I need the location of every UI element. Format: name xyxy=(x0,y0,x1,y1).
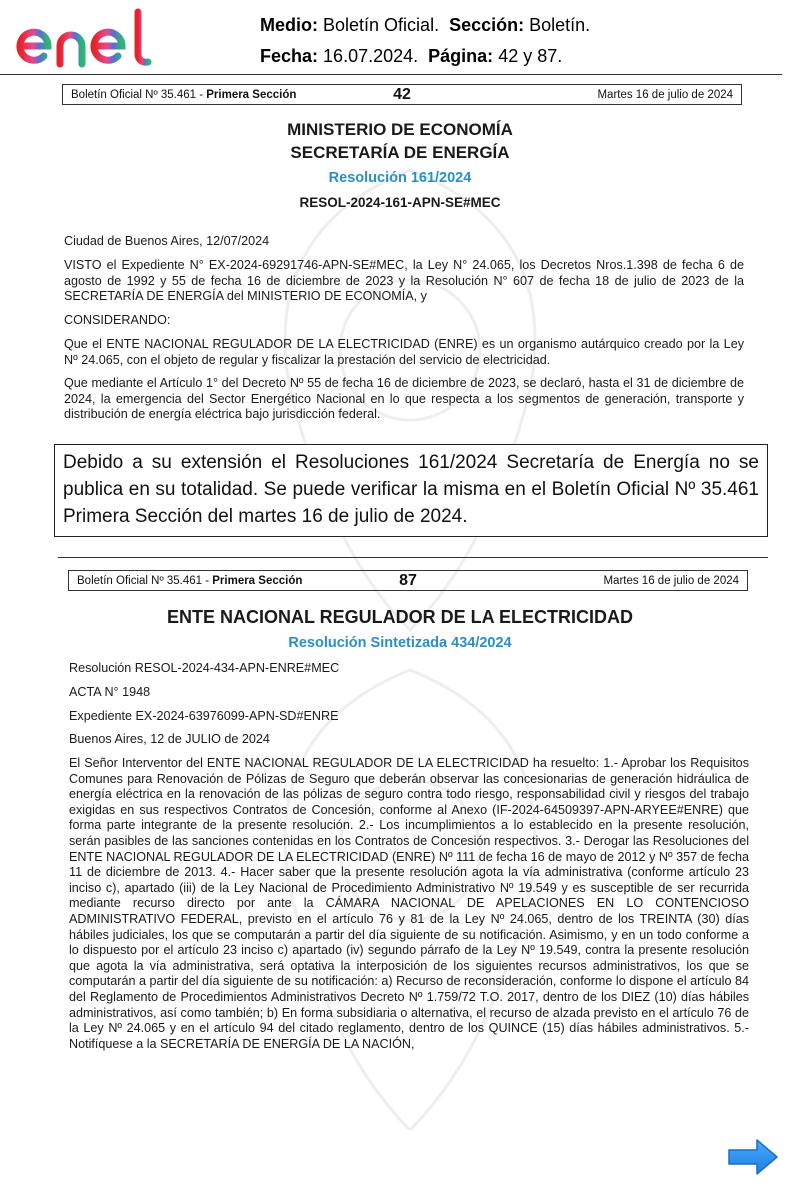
page-number: 42 xyxy=(393,85,411,103)
resolution-line: Resolución RESOL-2024-434-APN-ENRE#MEC xyxy=(69,661,340,675)
page-number: 87 xyxy=(399,571,417,589)
right-arrow-icon[interactable] xyxy=(727,1138,779,1176)
considerando-heading: CONSIDERANDO: xyxy=(64,313,171,327)
resolution-body: El Señor Interventor del ENTE NACIONAL REGULADOR DE LA ELECTRICIDAD ha resuelto: 1.- Aprobar los Requisitos Comunes para Renovación de Pólizas de Seguro que deberán observar las concesionarias de generación hidráulica de energía eléctrica en la renovación de las pólizas de seguro contra todo riesgo, responsabilidad civil y riesgos del trabajo exigidas en sus respectivos Contratos de Concesión, conforme al Anexo (IF-2024-64509397-APN-ARYEE#ENRE) que forma parte integrante de la presente resolución. 2.- Los incumplimientos a lo establecido en la presente resolución, serán pasibles de las sanciones contenidas en los Contratos de Concesión respectivos. 3.- Derogar las Resoluciones del ENTE NACIONAL REGULADOR DE LA ELECTRICIDAD (ENRE) Nº 111 de fecha 16 de mayo de 2012 y Nº 357 de fecha 11 de diciembre de 2013. 4.- Hacer saber que la presente resolución agota la vía administrativa (conforme artículo 23 inciso c), apartado (iii) de la Ley Nacional de Procedimiento Administrativo Nº 19.549 y es susceptible de ser recurrida mediante recurso directo por ante la CÁMARA NACIONAL DE APELACIONES EN LO CONTENCIOSO ADMINISTRATIVO FEDERAL, previsto en el artículo 76 y 81 de la Ley Nº 24.065, dentro de los TREINTA (30) días hábiles judiciales, los que se computarán a partir del día siguiente de su notificación. Asimismo, y en un todo conforme a lo dispuesto por el artículo 23 inciso c) apartado (iv) segundo párrafo de la Ley Nº 19.549, contra la presente resolución que agota la vía administrativa, será optativa la interposición de los siguientes recursos administrativos, los que se computarán a partir del día siguiente de su notificación: a) Recurso de reconsideración, conforme lo dispone el artículo 84 del Reglamento de Procedimientos Administrativos Decreto Nº 1.759/72 T.O. 2017, dentro de los DIEZ (10) días hábiles administrativos, así como también; b) En forma subsidiaria o alternativa, el recurso de alzada previsto en el artículo 76 de la Ley Nº 24.065 y en el artículo 94 del citado reglamento, dentro de los QUINCE (15) días hábiles administrativos. 5.- Notifíquese a la SECRETARÍA DE ENERGÍA DE LA NACIÓN, xyxy=(69,756,749,1051)
top-divider xyxy=(0,74,782,75)
city-date: Ciudad de Buenos Aires, 12/07/2024 xyxy=(64,234,270,248)
resolution-code: RESOL-2024-161-APN-SE#MEC xyxy=(299,195,501,210)
section-divider xyxy=(58,557,768,558)
date-line: Buenos Aires, 12 de JULIO de 2024 xyxy=(69,732,270,746)
publication-meta: Medio: Boletín Oficial. Sección: Boletín. Fecha: 16.07.2024. Página: 42 y 87. xyxy=(260,15,591,66)
acta-line: ACTA N° 1948 xyxy=(69,685,151,699)
bulletin-header-page-42: Boletín Oficial Nº 35.461 - Primera Sección 42 Martes 16 de julio de 2024 xyxy=(62,84,742,105)
paragraph-emergency: Que mediante el Artículo 1° del Decreto Nº 55 de fecha 16 de diciembre de 2023, se declaró, hasta el 31 de diciembre de 2024, la emergencia del Sector Energético Nacional en lo que respecta a los segmentos de generación, transporte y distribución de energía eléctrica bajo jurisdicción federal. xyxy=(64,376,744,422)
ministry-title: MINISTERIO DE ECONOMÍA xyxy=(287,120,513,139)
resolution-sintetizada-title: Resolución Sintetizada 434/2024 xyxy=(288,635,512,651)
paragraph-enre: Que el ENTE NACIONAL REGULADOR DE LA ELECTRICIDAD (ENRE) es un organismo autárquico creado por la Ley Nº 24.065, con el objeto de regular y fiscalizar la prestación del servicio de electricidad. xyxy=(64,337,744,367)
expediente-line: Expediente EX-2024-63976099-APN-SD#ENRE xyxy=(69,709,339,723)
extension-notice: Debido a su extensión el Resoluciones 161/2024 Secretaría de Energía no se publica en su totalidad. Se puede verificar la misma en el Boletín Oficial Nº 35.461 Primera Sección del martes 16 de julio de 2024. xyxy=(54,444,768,537)
resolution-title: Resolución 161/2024 xyxy=(328,170,472,186)
enel-logo xyxy=(12,8,182,70)
secretariat-title: SECRETARÍA DE ENERGÍA xyxy=(290,143,510,162)
entity-title: ENTE NACIONAL REGULADOR DE LA ELECTRICIDAD xyxy=(166,607,633,627)
visto-paragraph: VISTO el Expediente N° EX-2024-69291746-APN-SE#MEC, la Ley N° 24.065, los Decretos Nros.1.398 de fecha 6 de agosto de 1992 y 55 de fecha 16 de diciembre de 2023 y la Resolución N° 607 de fecha 18 de julio de 2023 de la SECRETARÍA DE ENERGÍA del MINISTERIO DE ECONOMÍA, y xyxy=(64,258,744,304)
bulletin-header-page-87: Boletín Oficial Nº 35.461 - Primera Sección 87 Martes 16 de julio de 2024 xyxy=(68,570,748,591)
